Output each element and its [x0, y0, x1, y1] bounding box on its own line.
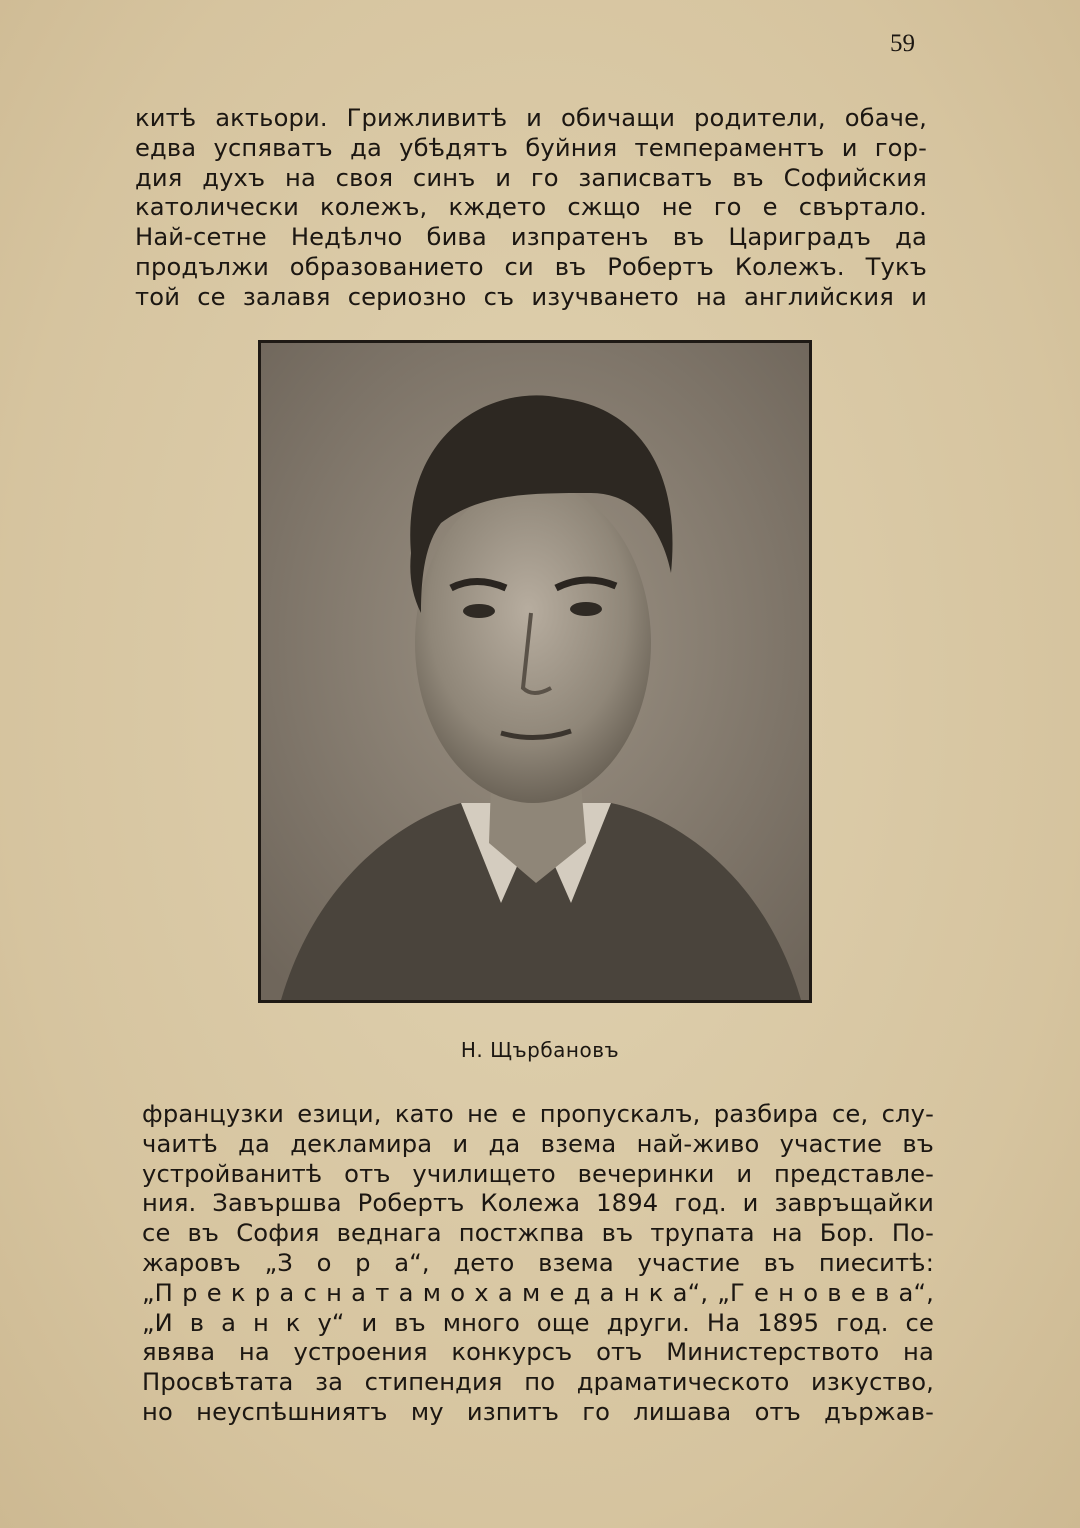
text-line: той се залавя сериозно съ изучването на английския и: [135, 282, 927, 311]
bottom-paragraph: [142, 1100, 934, 1428]
text-line: едва успяватъ да убѣдятъ буйния темпераментъ и гор-: [135, 133, 927, 162]
text-line: устройванитѣ отъ училището вечеринки и представле-: [142, 1159, 934, 1188]
page-number: 59: [890, 30, 915, 57]
top-paragraph: [135, 104, 927, 313]
text-line: се въ София веднага постжпва въ трупата на Бор. По-: [142, 1219, 934, 1248]
portrait-photo: [258, 340, 812, 1003]
text-line: жаровъ „З о р а“, дето взема участие въ пиеситѣ:: [142, 1248, 934, 1277]
text-line: но неуспѣшниятъ му изпитъ го лишава отъ държав-: [142, 1397, 934, 1426]
text-line: Най-сетне Недѣлчо бива изпратенъ въ Цариградъ да: [135, 223, 927, 252]
text-line: явява на устроения конкурсъ отъ Министерството на: [142, 1338, 934, 1367]
text-line: Просвѣтата за стипендия по драматическото изкуство,: [142, 1368, 934, 1397]
text-line: чаитѣ да декламира и да вземa най-живо участие въ: [142, 1129, 934, 1158]
text-line: ния. Завършва Робертъ Колежа 1894 год. и завръщайки: [142, 1189, 934, 1218]
text-line: французки езици, като не е пропускалъ, разбира се, слу-: [142, 1100, 934, 1128]
text-line: католически колежъ, кждето сжщо не го е свъртало.: [135, 193, 927, 222]
text-line: дия духъ на своя синъ и го записватъ въ Софийския: [135, 163, 927, 192]
portrait-image: [261, 343, 809, 1000]
text-line: продължи образованието си въ Робертъ Колежъ. Тукъ: [135, 252, 927, 281]
text-line: китѣ актьори. Грижливитѣ и обичащи родители, обаче,: [135, 104, 927, 132]
text-line: „И в а н к у“ и въ много още други. На 1895 год. се: [142, 1308, 934, 1337]
figure-caption: Н. Щърбановъ: [460, 1038, 620, 1062]
text-line: „П р е к р а с н а т а м о х а м е д а н к а“, „Г е н о в е в а“,: [142, 1278, 934, 1307]
